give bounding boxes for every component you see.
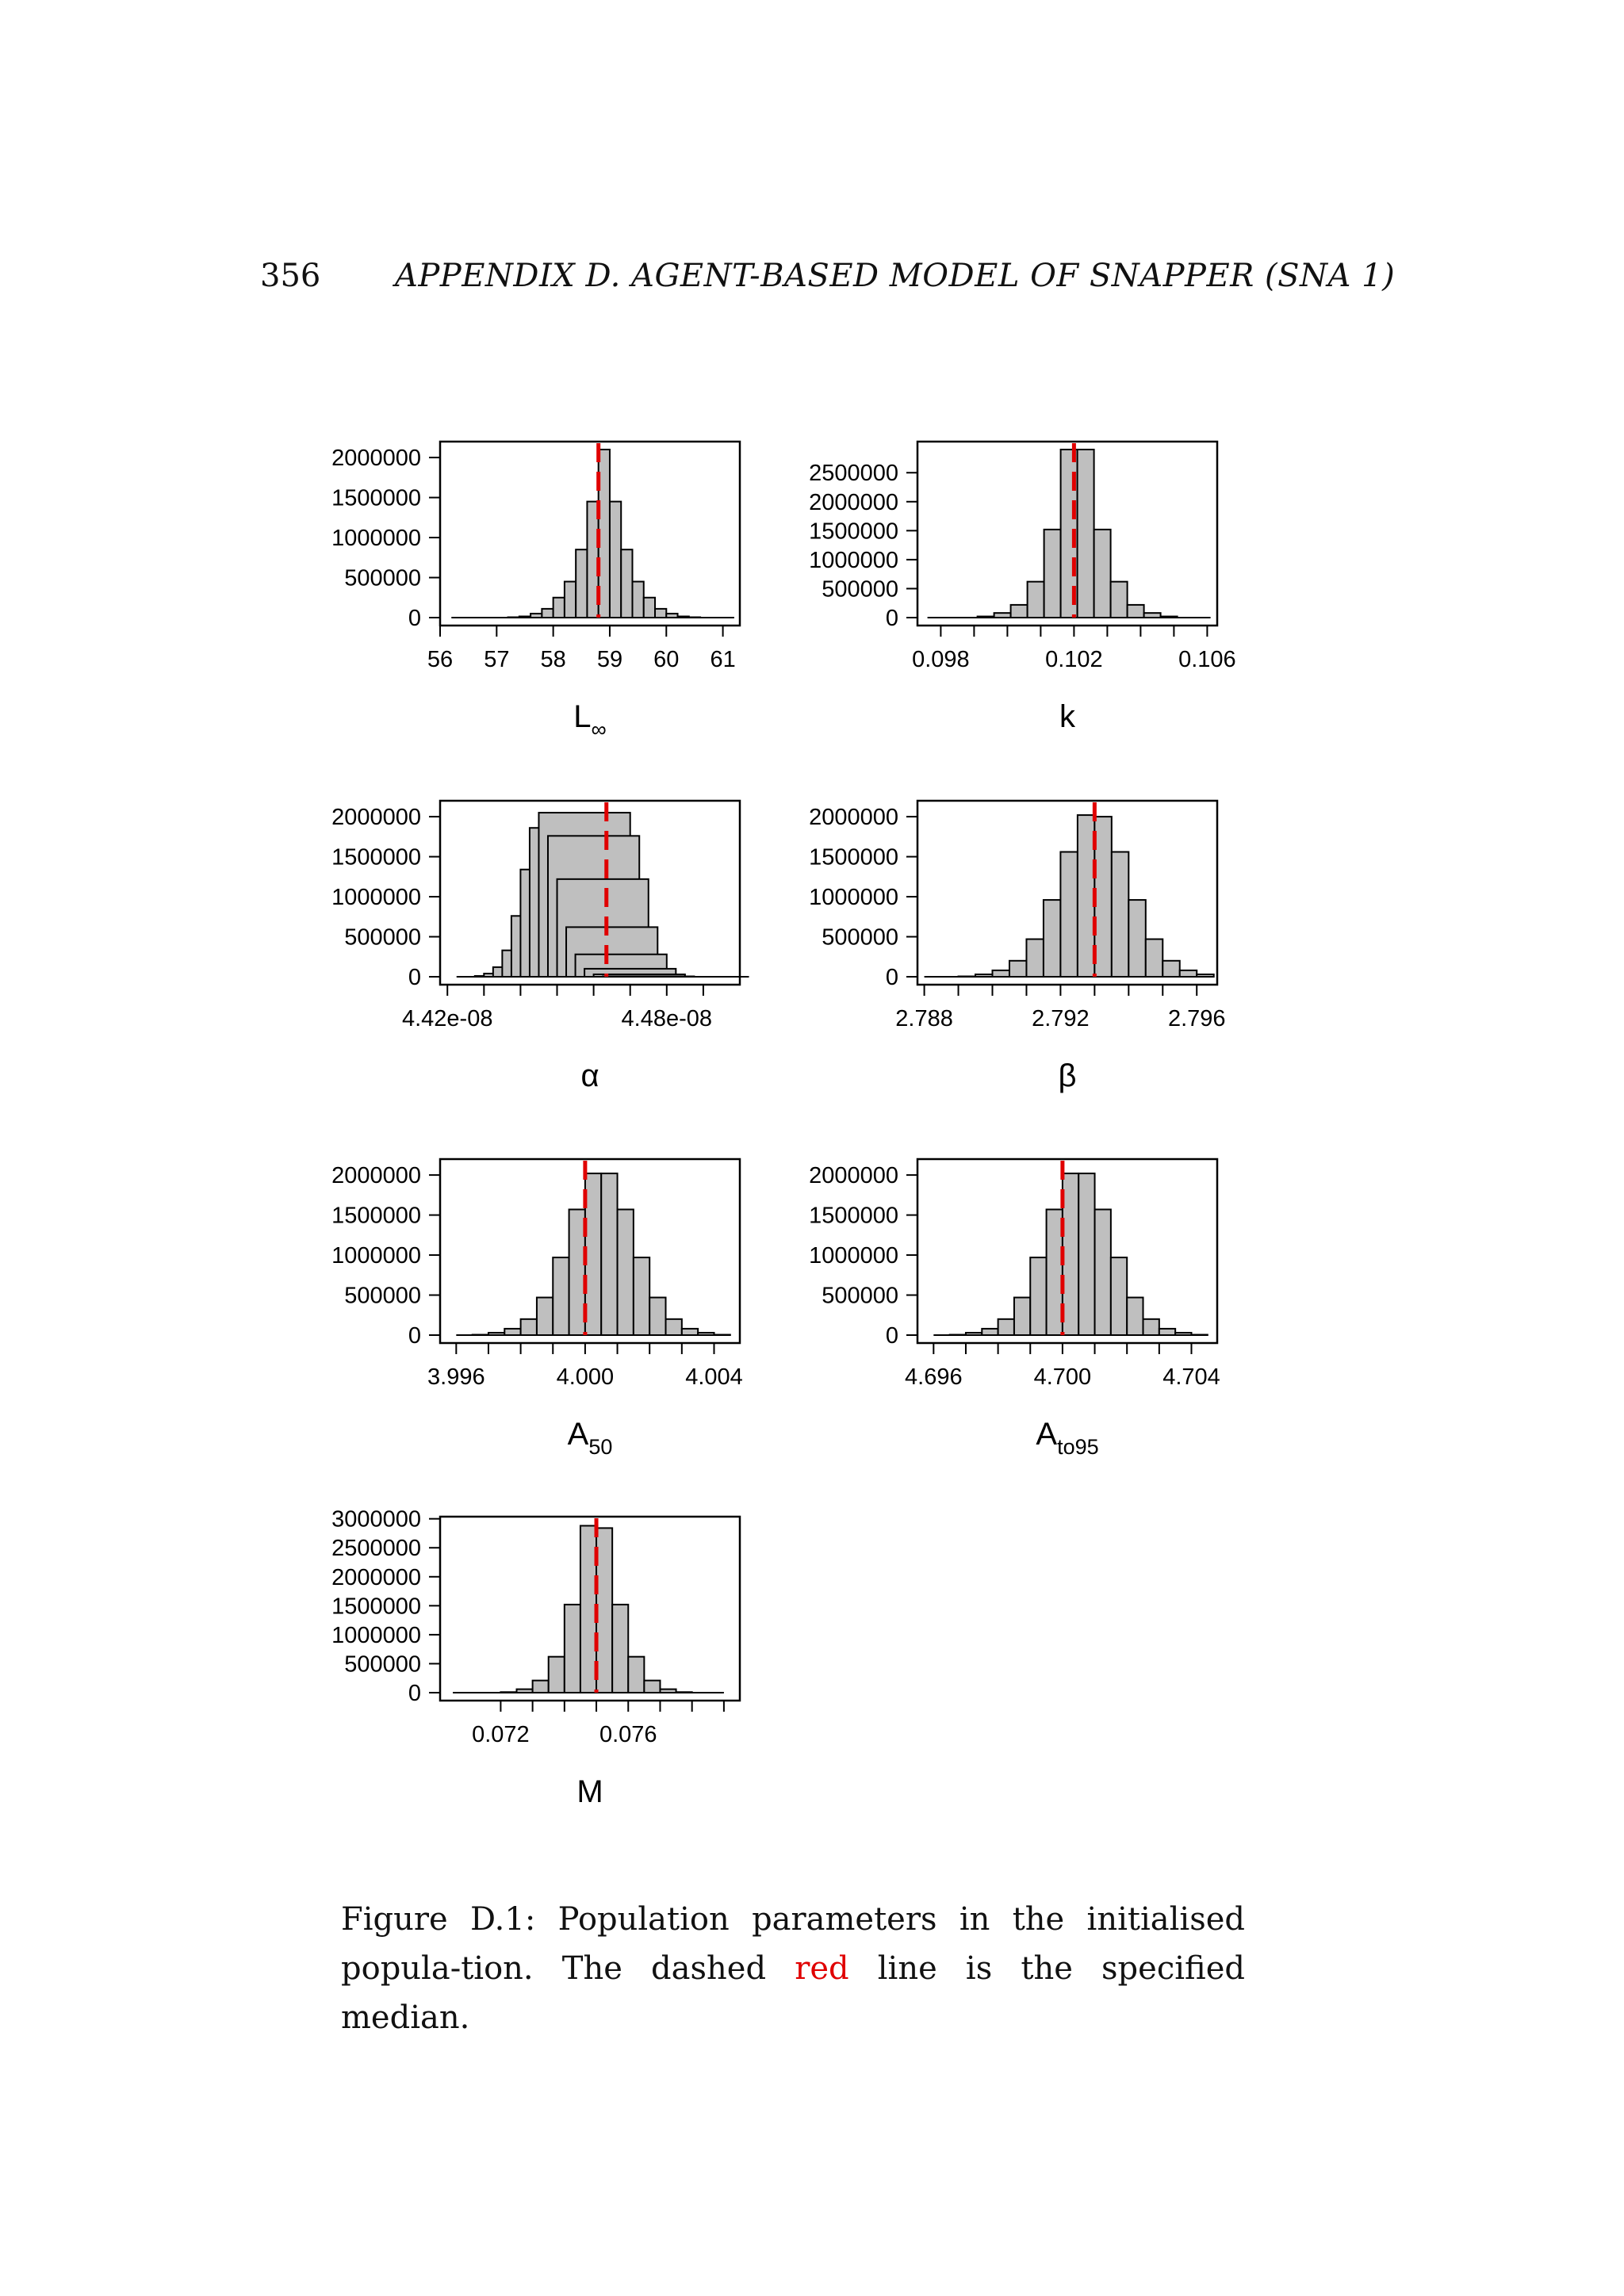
histogram-bar [521, 1319, 537, 1335]
x-tick-label: 57 [484, 647, 510, 672]
y-tick-label: 2000000 [331, 1163, 421, 1189]
y-tick-label: 500000 [822, 576, 898, 603]
histogram-bar [1078, 450, 1094, 618]
y-tick-label: 500000 [344, 924, 421, 951]
axis-title [1058, 1058, 1076, 1093]
histogram-bar [1159, 1329, 1175, 1335]
histogram-bar [1044, 530, 1061, 618]
histogram-bar [565, 1605, 580, 1693]
histogram-bar [1146, 939, 1162, 977]
y-tick-label: 500000 [344, 1283, 421, 1309]
axis-title [568, 1417, 613, 1459]
y-tick-label: 0 [408, 1323, 421, 1349]
figure-caption [341, 1895, 1245, 2042]
histogram-bar [565, 582, 576, 618]
x-tick-label: 59 [596, 647, 623, 672]
x-tick-label: 0.102 [1045, 647, 1103, 672]
histogram-bar [1111, 1257, 1127, 1335]
histogram-bar [1060, 852, 1077, 977]
y-tick-label: 1000000 [331, 1243, 421, 1269]
histogram-bar [1112, 852, 1128, 977]
histogram-bar [1026, 939, 1043, 977]
page-number: 356 [260, 258, 321, 294]
histogram-panel-2 [809, 442, 1236, 734]
histogram-bar [1095, 1210, 1111, 1335]
axis-title [580, 1058, 599, 1093]
histogram-bar [1044, 900, 1060, 977]
y-tick-label: 1500000 [809, 844, 898, 871]
y-tick-label: 2000000 [809, 489, 898, 515]
histogram-bar [612, 1605, 628, 1693]
histogram-bar [1078, 815, 1094, 977]
x-tick-label: 3.996 [427, 1364, 485, 1390]
axis-title-subscript: ∞ [591, 718, 607, 741]
histogram-bar [993, 970, 1009, 977]
caption-red-word: red [795, 1950, 849, 1987]
histogram-bar [1128, 900, 1145, 977]
y-tick-label: 1500000 [809, 1203, 898, 1229]
histogram-panel-4 [809, 801, 1225, 1093]
y-tick-label: 1500000 [331, 1203, 421, 1229]
axis-title [573, 699, 607, 741]
histogram-bar [682, 1329, 698, 1335]
y-tick-label: 2000000 [809, 805, 898, 831]
y-tick-label: 0 [408, 965, 421, 990]
histogram-bar [569, 1210, 585, 1335]
x-tick-label: 4.48e-08 [621, 1006, 713, 1031]
axis-title-subscript: 50 [588, 1435, 613, 1459]
histogram-bar [1143, 1319, 1159, 1335]
y-tick-label: 1500000 [331, 485, 421, 511]
x-tick-label: 4.700 [1033, 1364, 1092, 1390]
caption-text-2: line is the specified median. [341, 1950, 1245, 2036]
histogram-bar [1011, 605, 1028, 618]
x-tick-label: 2.788 [895, 1006, 953, 1031]
y-tick-label: 500000 [344, 1651, 421, 1678]
x-tick-label: 60 [653, 647, 680, 672]
histogram-bar [1127, 1298, 1143, 1335]
histogram-bar [553, 1257, 569, 1335]
histogram-bar [1063, 1173, 1078, 1335]
axis-title [576, 1774, 603, 1809]
y-tick-label: 0 [885, 965, 898, 990]
x-tick-label: 4.42e-08 [401, 1006, 493, 1031]
x-tick-label: 4.000 [556, 1364, 615, 1390]
histogram-bar [644, 1681, 660, 1693]
y-tick-label: 500000 [822, 924, 898, 951]
histogram-panel-3 [331, 801, 749, 1093]
y-tick-label: 1500000 [331, 1594, 421, 1620]
x-tick-label: 4.004 [685, 1364, 743, 1390]
histogram-bar [1014, 1298, 1030, 1335]
axis-title-main: A [1036, 1417, 1058, 1452]
y-tick-label: 2000000 [809, 1163, 898, 1189]
histogram-bar [1009, 961, 1026, 977]
y-tick-label: 2000000 [331, 1564, 421, 1590]
histogram-bar [655, 609, 666, 618]
axis-title-main: M [576, 1774, 603, 1809]
histogram-bar [533, 1681, 549, 1693]
x-tick-label: 58 [540, 647, 566, 672]
histogram-bar [580, 1525, 596, 1693]
histogram-bar [549, 1657, 565, 1693]
histogram-bar [1028, 582, 1044, 618]
x-tick-label: 0.098 [912, 647, 970, 672]
axis-title-main: L [573, 699, 592, 734]
y-tick-label: 1000000 [809, 1243, 898, 1269]
histogram-bar [628, 1657, 644, 1693]
y-tick-label: 1000000 [809, 547, 898, 573]
axis-title-subscript: to95 [1057, 1435, 1099, 1459]
histogram-bar [649, 1298, 665, 1335]
y-tick-label: 1000000 [331, 885, 421, 911]
y-tick-label: 500000 [822, 1283, 898, 1309]
histogram-panel-7 [331, 1507, 740, 1809]
y-tick-label: 1500000 [809, 519, 898, 545]
histogram-bar [585, 1173, 601, 1335]
x-tick-label: 0.106 [1178, 647, 1236, 672]
histogram-bar [1094, 817, 1111, 977]
x-tick-label: 0.072 [472, 1722, 530, 1747]
histogram-bar [1094, 530, 1111, 618]
axis-title [1059, 699, 1076, 734]
x-tick-label: 0.076 [599, 1722, 657, 1747]
axis-title [1036, 1417, 1098, 1459]
y-tick-label: 0 [408, 606, 421, 631]
y-tick-label: 1000000 [809, 885, 898, 911]
histogram-bar [1047, 1210, 1063, 1335]
histogram-bar [1128, 605, 1144, 618]
y-tick-label: 2000000 [331, 446, 421, 472]
x-tick-label: 56 [427, 647, 454, 672]
x-tick-label: 2.796 [1167, 1006, 1226, 1031]
axis-title-main: A [567, 1417, 589, 1452]
y-tick-label: 500000 [344, 565, 421, 591]
y-tick-label: 2000000 [331, 805, 421, 831]
y-tick-label: 1000000 [331, 526, 421, 552]
y-tick-label: 0 [885, 606, 898, 631]
y-tick-label: 0 [408, 1681, 421, 1706]
histogram-bar [1180, 970, 1197, 977]
axis-title-main: β [1058, 1058, 1077, 1093]
y-tick-label: 1000000 [331, 1622, 421, 1648]
histogram-bar [1111, 582, 1128, 618]
histogram-bar [998, 1319, 1014, 1335]
y-tick-label: 1500000 [331, 844, 421, 871]
histogram-bar [632, 582, 643, 618]
histogram-panel-6 [809, 1159, 1220, 1459]
histogram-bar [982, 1329, 998, 1335]
histogram-bar [596, 1528, 612, 1693]
histogram-bar [1078, 1173, 1094, 1335]
x-tick-label: 2.792 [1032, 1006, 1090, 1031]
histogram-bar [618, 1210, 634, 1335]
histogram-bar [601, 1173, 617, 1335]
histogram-bar [1030, 1257, 1046, 1335]
histogram-bar [621, 549, 632, 618]
histogram-bar [644, 598, 655, 618]
caption-text-1: Figure D.1: Population parameters in the initialised popula-tion. The dashed [341, 1901, 1245, 1987]
y-tick-label: 2500000 [809, 461, 898, 487]
histogram-bar [504, 1329, 520, 1335]
histogram-bar [542, 609, 553, 618]
histogram-bar [634, 1257, 649, 1335]
running-title: APPENDIX D. AGENT-BASED MODEL OF SNAPPER (SNA 1) [395, 258, 1396, 294]
y-tick-label: 0 [885, 1323, 898, 1349]
y-tick-label: 3000000 [331, 1506, 421, 1533]
histogram-bar [610, 502, 621, 618]
histogram-panel-5 [331, 1159, 743, 1459]
histogram-bar [537, 1298, 553, 1335]
histogram-panel-1 [331, 442, 740, 741]
histogram-bar [1162, 961, 1179, 977]
x-tick-label: 61 [710, 647, 736, 672]
axis-title-main: α [580, 1058, 599, 1093]
histogram-bar [666, 1319, 682, 1335]
x-tick-label: 4.696 [905, 1364, 963, 1390]
histogram-bar [553, 598, 565, 618]
histogram-bar [576, 549, 587, 618]
x-tick-label: 4.704 [1162, 1364, 1220, 1390]
y-tick-label: 2500000 [331, 1536, 421, 1562]
axis-title-main: k [1059, 699, 1075, 734]
